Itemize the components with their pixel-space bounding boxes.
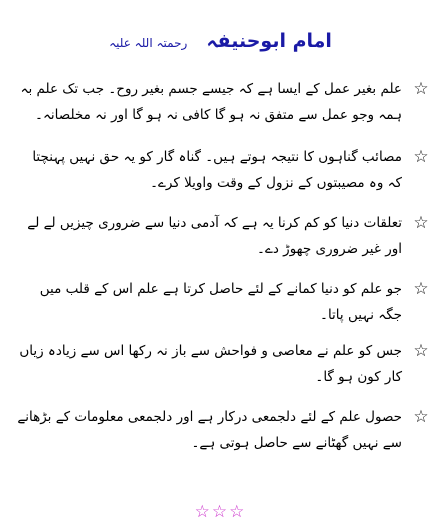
quote-text: علم بغیر عمل کے ایسا ہے کہ جیسے جسم بغیر روح۔ جب تک علم بہ ہمہ وجو عمل سے متفق نہ ہو گا کافی نہ ہو گا اور نہ مخلصانہ۔ [20,81,402,123]
quote-text: جو علم کو دنیا کمانے کے لئے حاصل کرتا ہے علم اس کے قلب میں جگہ نہیں پاتا۔ [39,281,402,323]
quote-text: تعلقات دنیا کو کم کرنا یہ ہے کہ آدمی دنیا سے ضروری چیزیں لے لے اور غیر ضروری چھوڑ دے۔ [27,215,402,257]
star-icon: ☆ [413,407,429,427]
star-icon: ☆ [413,279,429,299]
quote-text: حصول علم کے لئے دلجمعی درکار ہے اور دلجمعی معلومات کے بڑھانے سے نہیں گھٹانے سے حاصل ہوتی ہے۔ [17,409,402,451]
star-icon: ☆ [413,213,429,233]
footer-stars-ornament: ☆☆☆ [194,502,247,522]
quote-text: مصائب گناہوں کا نتیجہ ہوتے ہیں۔ گناہ گار کو یہ حق نہیں پہنچتا کہ وہ مصیبتوں کے نزول کے وقت واویلا کرے۔ [32,149,402,191]
quote-item [12,210,432,276]
quote-item [12,76,432,144]
quote-item [12,404,432,464]
quote-text: جس کو علم نے معاصی و فواحش سے باز نہ رکھا اس سے زیادہ زیاں کار کون ہو گا۔ [19,343,402,385]
quote-item [12,144,432,210]
page-title: امام ابوحنیفہ [206,30,332,52]
star-icon: ☆ [413,147,429,167]
star-icon: ☆ [413,79,429,99]
honorific-label: رحمتہ اللہ علیہ [109,36,188,50]
quote-item [12,276,432,338]
page-header [0,30,441,52]
quotes-list [12,76,432,464]
quote-item [12,338,432,404]
star-icon: ☆ [413,341,429,361]
